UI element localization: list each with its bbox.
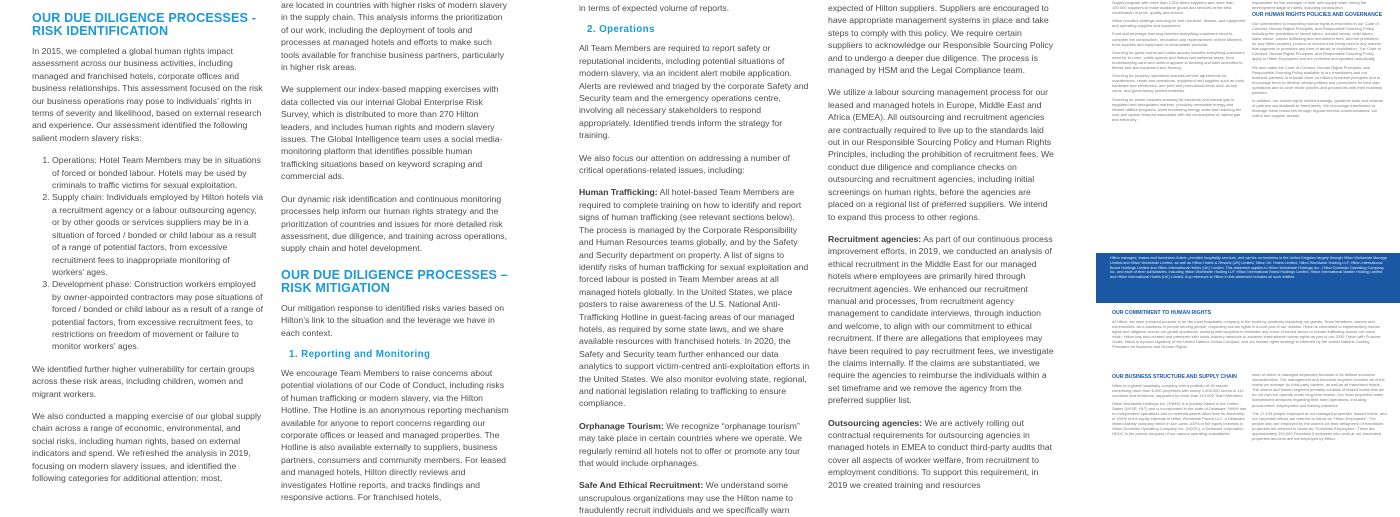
- list-item: 3. Development phase: Construction workers employed by owner-appointed contractors may pose situations of forced / bonded or child labour as a result of a range of potential factors, from excessive recruitment fees, to restrictions on freedom of movement or failure to monitor workers’ ages.: [52, 278, 264, 352]
- mini-paragraph: At Hilton, we have a shared purpose to be the most hospitable company in the world by positively impacting our guests, Team Members, owners and communities. As a business of people serving people, respecting human rights is a core part of our mission. Hilton is committed to implementing human rights due diligence across our global operations, working with suppliers to eliminate any forms of forced labour or human trafficking across our value chain. Hilton has also created and partnered with cross-industry networks to advance international human rights as part of our 2030 Travel with Purpose Goals. Hilton is a proud signatory of the United Nations Global Compact, and our human rights strategy is informed by the United Nations Guiding Principles for Business and Human Rights.: [1112, 318, 1381, 350]
- mini-paragraph: Supply program with more than 1,000 direct suppliers and more than 100,000 suppliers to make available goods and services at the best combination of price, quality and service.: [1112, 0, 1234, 16]
- paragraph: [828, 417, 1056, 491]
- mini-paragraph: Our commitment to respecting human rights is enshrined in our Code of Conduct, Human Rights Principles, and Responsible Sourcing Policy, including the prohibition of forced labour, bonded labour, child labour, slave labour, human trafficking and recruitment fees, and the prohibition for any Hilton property, product or service from being used in any manner that supports or promotes any form of abuse or exploitation. The Code of Conduct, Human Rights Principles, and Responsible Sourcing Policy apply to Hilton Employees and are reviewed and updated periodically.: [1252, 20, 1382, 62]
- subheading-operations: 2. Operations: [587, 24, 655, 36]
- mini-paragraph: Hilton Worldwide Holdings Inc. (HWHI) is a publicly traded in the United States (NYSE: HLT) and is incorporated in the state of Delaware. HWHI has no independent operations and no material assets other than its ownership of 100% of the equity interests in Hilton Worldwide Parent LLC, a Delaware limited liability company which in turn owns 100% of the equity interests in Hilton Domestic Operating Company Inc. (HDOC), a Delaware corporation. HDOC is the parent company of our various operating subsidiaries.: [1112, 400, 1247, 437]
- mini-heading-policies: OUR HUMAN RIGHTS POLICIES AND GOVERNANCE: [1252, 12, 1383, 19]
- paragraph: [579, 420, 810, 470]
- paragraph: All Team Members are required to report safety or reputational incidents, including potential situations of modern slavery, via an incident alert mobile application. Alerts are reviewed and triaged by the corporate Safety and Security team and the emergency operations centre, involving all necessary stakeholders to respond appropriately. Identified trends inform the strategy for training.: [579, 43, 809, 141]
- lead-outsourcing-agencies: Outsourcing agencies:: [828, 417, 923, 428]
- mini-paragraph: The 17,193 people employed at our managed properties, leased hotels, and our corporate offices are referred to below as “Hilton Employees”. The people who are employed by the owners (or their designees) of franchised properties are referred to below as “Franchise Employees”. There are approximately 200,000 Franchise Employees who work at our franchised properties and who are not employed by Hilton.: [1252, 410, 1387, 442]
- paragraph: We encourage Team Members to raise concerns about potential violations of our Code of Conduct, including risks of human trafficking or modern slavery, via the Hilton Hotline. The Hotline is an anonymous reporting mechanism available for anyone to report concerns regarding our corporate offices or leased and managed properties. The Hotline is also available externally to suppliers, business partners, consumers and community members. For leased and managed hotels, Hilton directly reviews and investigates Hotline reports, and tracks findings and responsive actions. For franchised hotels,: [281, 367, 509, 502]
- mini-heading-business-structure: OUR BUSINESS STRUCTURE AND SUPPLY CHAIN: [1112, 374, 1237, 380]
- paragraph: [828, 233, 1056, 407]
- paragraph-text: We recognize “orphanage tourism” may take place in certain countries where we operate. We regularly remind all hotels not to offer or promote any tour that would include orphanages.: [579, 420, 802, 468]
- paragraph: expected of Hilton suppliers. Suppliers are encouraged to have appropriate management systems in place and take steps to comply with this policy. We require certain suppliers to acknowledge our Responsible Sourcing Policy and to undergo a deeper due diligence. The process is managed by HSM and the Legal Compliance team.: [828, 3, 1054, 76]
- mini-paragraph: Hilton is a global hospitality company with a portfolio of 18 brands comprising more than 6,000 properties with nearly 1,000,000 rooms in 119 countries and territories, supported by more than 410,000 Team Members.: [1112, 382, 1244, 398]
- lead-orphanage-tourism: Orphanage Tourism:: [579, 420, 664, 431]
- paragraph: Our dynamic risk identification and continuous monitoring processes help inform our human rights strategy and the prioritization of countries and issues for more detailed risk assessment, due diligence, and training across operations, supply chain and hotel development.: [281, 193, 508, 254]
- mini-heading-commitment: OUR COMMITMENT TO HUMAN RIGHTS: [1112, 310, 1212, 316]
- paragraph: in terms of expected volume of reports.: [579, 3, 730, 13]
- paragraph: are located in countries with higher risks of modern slavery in the supply chain. This analysis informs the prioritization of our work, including the deployment of tools and processes at managed hotels and efforts to make such tools available for franchise business partners, particularly in higher risk areas.: [281, 0, 507, 73]
- column-3: [579, 0, 810, 516]
- mini-paragraph: Sourcing for guest rooms and public spaces includes everything customers need for in-room, public spaces and fitness and wellness areas, from housekeeping carts and uniform apparel to bedding and bath amenities to fitness and spa equipment and flooring.: [1112, 49, 1245, 71]
- lead-safe-ethical-recruitment: Safe And Ethical Recruitment:: [579, 480, 704, 491]
- thumbnail-commitment: [1112, 308, 1384, 370]
- paragraph: We also focus our attention on addressing a number of critical operations-related issues, including:: [579, 152, 790, 176]
- mini-paragraph: Sourcing for power includes sourcing for electricity and natural gas in regulated and deregulated markets, providing renewable energy and related utilities programs, while monitoring energy costs and reducing the cost and carbon footprint associated with the consumption of natural gas and electricity.: [1112, 96, 1242, 122]
- mini-paragraph: responsible for the oversight of their own supply chain during the development stage of hotels, including construction.: [1252, 0, 1367, 11]
- lead-recruitment-agencies: Recruitment agencies:: [828, 233, 922, 244]
- risk-list: [32, 154, 264, 353]
- thumbnail-business-structure: [1112, 372, 1247, 500]
- column-2: [281, 0, 511, 500]
- column-1: [32, 12, 264, 512]
- column-4: [828, 0, 1056, 500]
- paragraph: We utilize a labour sourcing management process for our leased and managed hotels in Europe, Middle East and Africa (EMEA). All outsourcing and recruitment agencies are contractually required to live up to the standards laid out in our Responsible Sourcing Policy and Human Rights Principles, including the prohibition of recruitment fees. We conduct due diligence and compliance checks on outsourcing and recruitment agencies, including initial screenings on human rights, before the agencies are placed on a regional list of preferred suppliers. We intend to expand this process to other regions.: [828, 87, 1054, 222]
- paragraph: [579, 186, 810, 409]
- mini-paragraph: Sourcing for property operations includes service agreements for maintenance, repair and operations, equipment and supplies such as tools, hardware and electronics, and print and promotional items such as key cards, and guest-facing printed materials.: [1112, 73, 1245, 94]
- paragraph-text: We understand some unscrupulous organizations may use the Hilton name to fraudulently recruit individuals and we specifically warn: [579, 480, 793, 516]
- mini-paragraph: Hilton provides strategic sourcing for both furniture, fixtures, and equipment and operating supplies and equipment.: [1112, 18, 1246, 29]
- mini-paragraph: each of which is managed separately because of its distinct economic characteristics. The management and franchise segment includes all of the hotels we manage for third-party owners, as well as all franchised hotels. The owned and leased segment primarily consists of leased hotels that we do not own but operate under long-term leases. Our hotel properties make independent decisions regarding their hotel operations, including procurement, employment and training practices.: [1252, 372, 1385, 408]
- mini-paragraph: In addition, our human rights related trainings, guidance tools and network of partners are available to franchisees. We encourage franchisees to leverage these resources through regular internal communications, via online and supplier access.: [1252, 98, 1384, 119]
- paragraph: We supplement our index-based mapping exercises with data collected via our internal Global Enterprise Risk Survey, which is distributed to more than 270 Hilton leaders, and includes human rights and modern slavery issues. The Global Intelligence team uses a social media-monitoring platform that identifies possible human trafficking situations based on keyword scraping and commercial ads.: [281, 84, 503, 182]
- paragraph: We also conducted a mapping exercise of our global supply chain across a range of economic, environmental, and social risks, including human rights, based on external indicators and spend. We refreshed the analysis in 2019, focusing on modern slavery issues, and identified the following categories for additional attention: most,: [32, 410, 262, 483]
- paragraph: We identified further higher vulnerability for certain groups across these risk areas, including children, women and migrant workers.: [32, 363, 255, 399]
- paragraph-text: As part of our continuous process improvement efforts, in 2019, we conducted an analysis of ethical recruitment in the Middle East for our managed hotels where employees are primarily hired through recruitment agencies. We enhanced our recruitment manual and processes, from recruitment agency management to candidate interviews, through induction and welcome, to align with our commitment to ethical recruitment. If there are allegations that employees may have been required to pay recruitment fees, we investigate the claims internally. If the claims are substantiated, we require the agencies to reimburse the individuals within a set timeframe and we remove the agency from the preferred supplier list.: [828, 233, 1054, 406]
- paragraph: Our mitigation response to identified risks varies based on Hilton’s link to the situation and the leverage we have in each context.: [281, 302, 505, 338]
- subheading-reporting-monitoring: 1. Reporting and Monitoring: [289, 348, 431, 360]
- paragraph-text: All hotel-based Team Members are required to complete training on how to identify and report signs of human trafficking (see relevant sections below). The process is managed by the Corporate Responsibility and Human Resources teams globally, and by the Safety and Security department on property. A list of signs to identify risks of human trafficking for sexual exploitation and forced labour is posted in Team Member areas at all managed hotels globally. In the United States, we place posters to raise awareness of the U.S. National Anti-Trafficking Hotline in guest-facing areas of our managed hotels, as required by some state laws, and we share available resources with franchised hotels. In 2020, the Safety and Security team further enhanced our data analytics to support victim-centred anti-exploitation efforts in the United States. We also monitor evolving state, regional, and national legislation relating to trafficking to ensure compliance.: [579, 187, 810, 409]
- paragraph-text: We are actively rolling out contractual requirements for outsourcing agencies in managed hotels in EMEA to conduct third-party audits that cover all aspects of worker welfare, from recruitment to employment conditions. To support this requirement, in 2019 we created training and resources: [828, 417, 1053, 490]
- list-item: 1. Operations: Hotel Team Members may be in situations of forced or bonded labour. Hotels may be used by criminals to traffic victims for sexual exploitation.: [52, 154, 264, 191]
- thumbnail-segments: [1252, 372, 1387, 500]
- section-heading-risk-mitigation: OUR DUE DILIGENCE PROCESSES – RISK MITIGATION: [281, 267, 508, 295]
- paragraph: [579, 479, 810, 516]
- section-heading-risk-identification: OUR DUE DILIGENCE PROCESSES - RISK IDENTIFICATION: [32, 11, 257, 38]
- paragraph: In 2015, we completed a global human rights impact assessment across our business activities, including managed and franchised hotels, corporate offices and business relationships. This assessment focused on the risk our business operations may pose to individuals’ rights in terms of severity and likelihood, based on external research and experience. Our assessment identified the following salient modern slavery risks:: [32, 46, 263, 143]
- mini-paragraph: We also make the Code of Conduct, Human Rights Principles, and Responsible Sourcing Policy available to our franchisees and our business partners to educate them on Hilton’s business principles and to encourage them to develop similar policies and procedures for their own operations and to cover those policies and procedures with their business partners.: [1252, 64, 1383, 95]
- lead-human-trafficking: Human Trafficking:: [579, 187, 658, 198]
- mini-paragraph: Food and beverage sourcing includes everything customers need to complete the construction, renovation and replenishment of their kitchens, from supplies and equipment to consumable products.: [1112, 31, 1243, 47]
- thumbnail-right-column: [1252, 0, 1384, 250]
- list-item: 2. Supply chain: Individuals employed by Hilton hotels via a recruitment agency or a labour outsourcing agency, or by other goods or services suppliers may be in a situation of forced / bonded or child labour as a result of a range of potential factors, from excessive recruitment fees to inappropriate monitoring of workers’ ages.: [52, 191, 264, 278]
- statement-scope-banner: Hilton manages, leases and franchises hotels, provides hospitality services, and carries on business in the United Kingdom largely through Hilton Worldwide Manage Limited and Hilton Worldwide Limited, as well as Hilton Hotels & Resorts (UK) Limited, Hilton UK Hotels Limited, Hilton Worldwide Holding LLP, Hilton International Brand Holdings Limited and Hilton International Hotels (UK) Limited. This statement applies to Hilton Worldwide Holdings Inc., Hilton Domestic Operating Company Inc. and each of their subsidiaries, including Hilton Worldwide Holding LLP, Hilton International Brand Holdings Limited, Hilton International Master Holding Limited and Hilton International Hotels (UK) Limited. Any reference to Hilton in this statement includes all such entities.: [1096, 253, 1400, 303]
